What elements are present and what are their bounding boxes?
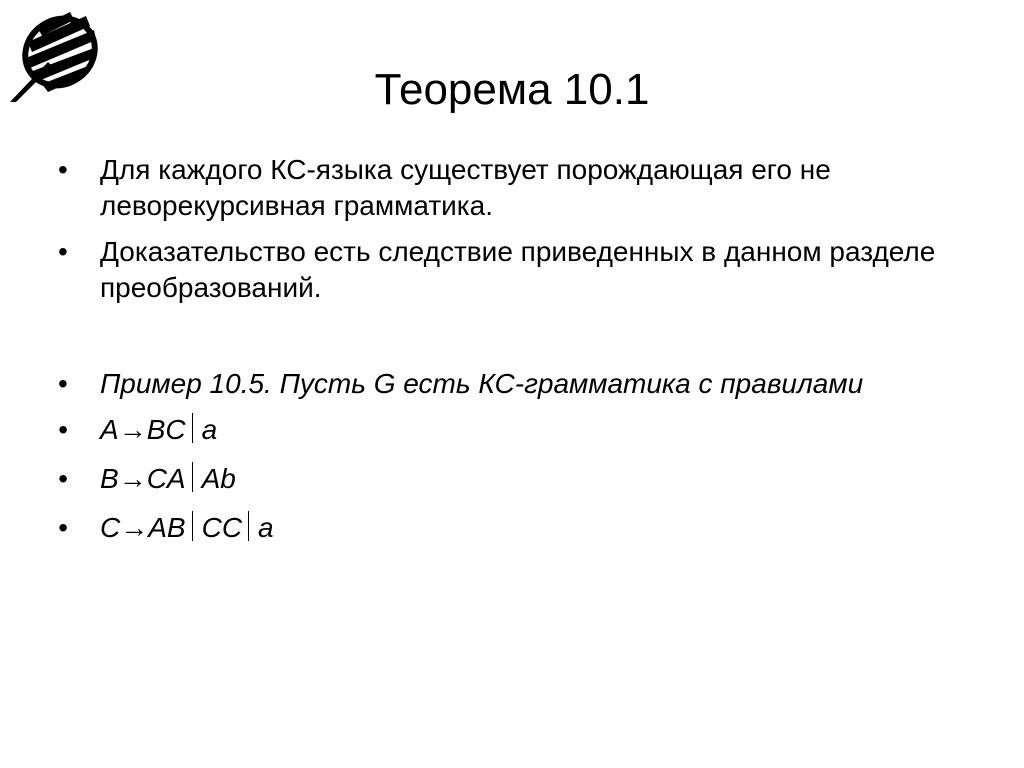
grammar-rule xyxy=(58,461,978,497)
bullet-item xyxy=(58,234,978,306)
alternative-separator xyxy=(248,511,249,541)
alternative-separator xyxy=(192,462,193,492)
arrow-icon: → xyxy=(120,512,149,543)
rule-lhs: A xyxy=(100,414,119,445)
bullet-dot: • xyxy=(58,463,68,494)
example-text: Пример 10.5. Пусть G есть КС-грамматика с правилами xyxy=(100,368,864,399)
arrow-icon: → xyxy=(118,463,147,494)
rule-alt: AB xyxy=(148,512,186,543)
bullet-dot: • xyxy=(58,236,68,267)
bullet-dot: • xyxy=(58,414,68,445)
slide-title: Теорема 10.1 xyxy=(374,65,650,114)
bullet-dot: • xyxy=(58,154,68,185)
rule-alt: Ab xyxy=(201,463,236,494)
bullet-text: Доказательство есть следствие приведенных в данном разделе преобразований. xyxy=(100,236,936,303)
bullet-dot: • xyxy=(58,368,68,399)
bullet-text: Для каждого КС-языка существует порождающая его не леворекурсивная грамматика. xyxy=(100,154,831,221)
alternative-separator xyxy=(192,511,193,541)
grammar-rule xyxy=(58,510,978,546)
rule-alt: BC xyxy=(146,414,186,445)
rule-alt: CA xyxy=(146,463,186,494)
arrow-icon: → xyxy=(118,414,147,445)
rule-alt: a xyxy=(201,414,218,445)
rule-alt: CC xyxy=(201,512,243,543)
alternative-separator xyxy=(192,413,193,443)
bullet-item xyxy=(58,366,978,402)
rule-lhs: B xyxy=(100,463,119,494)
slide-body xyxy=(58,152,978,559)
rule-alt: a xyxy=(258,512,274,543)
bullet-item xyxy=(58,152,978,224)
bullet-dot: • xyxy=(58,512,68,543)
rule-lhs: C xyxy=(100,512,121,543)
grammar-rule xyxy=(58,412,978,448)
